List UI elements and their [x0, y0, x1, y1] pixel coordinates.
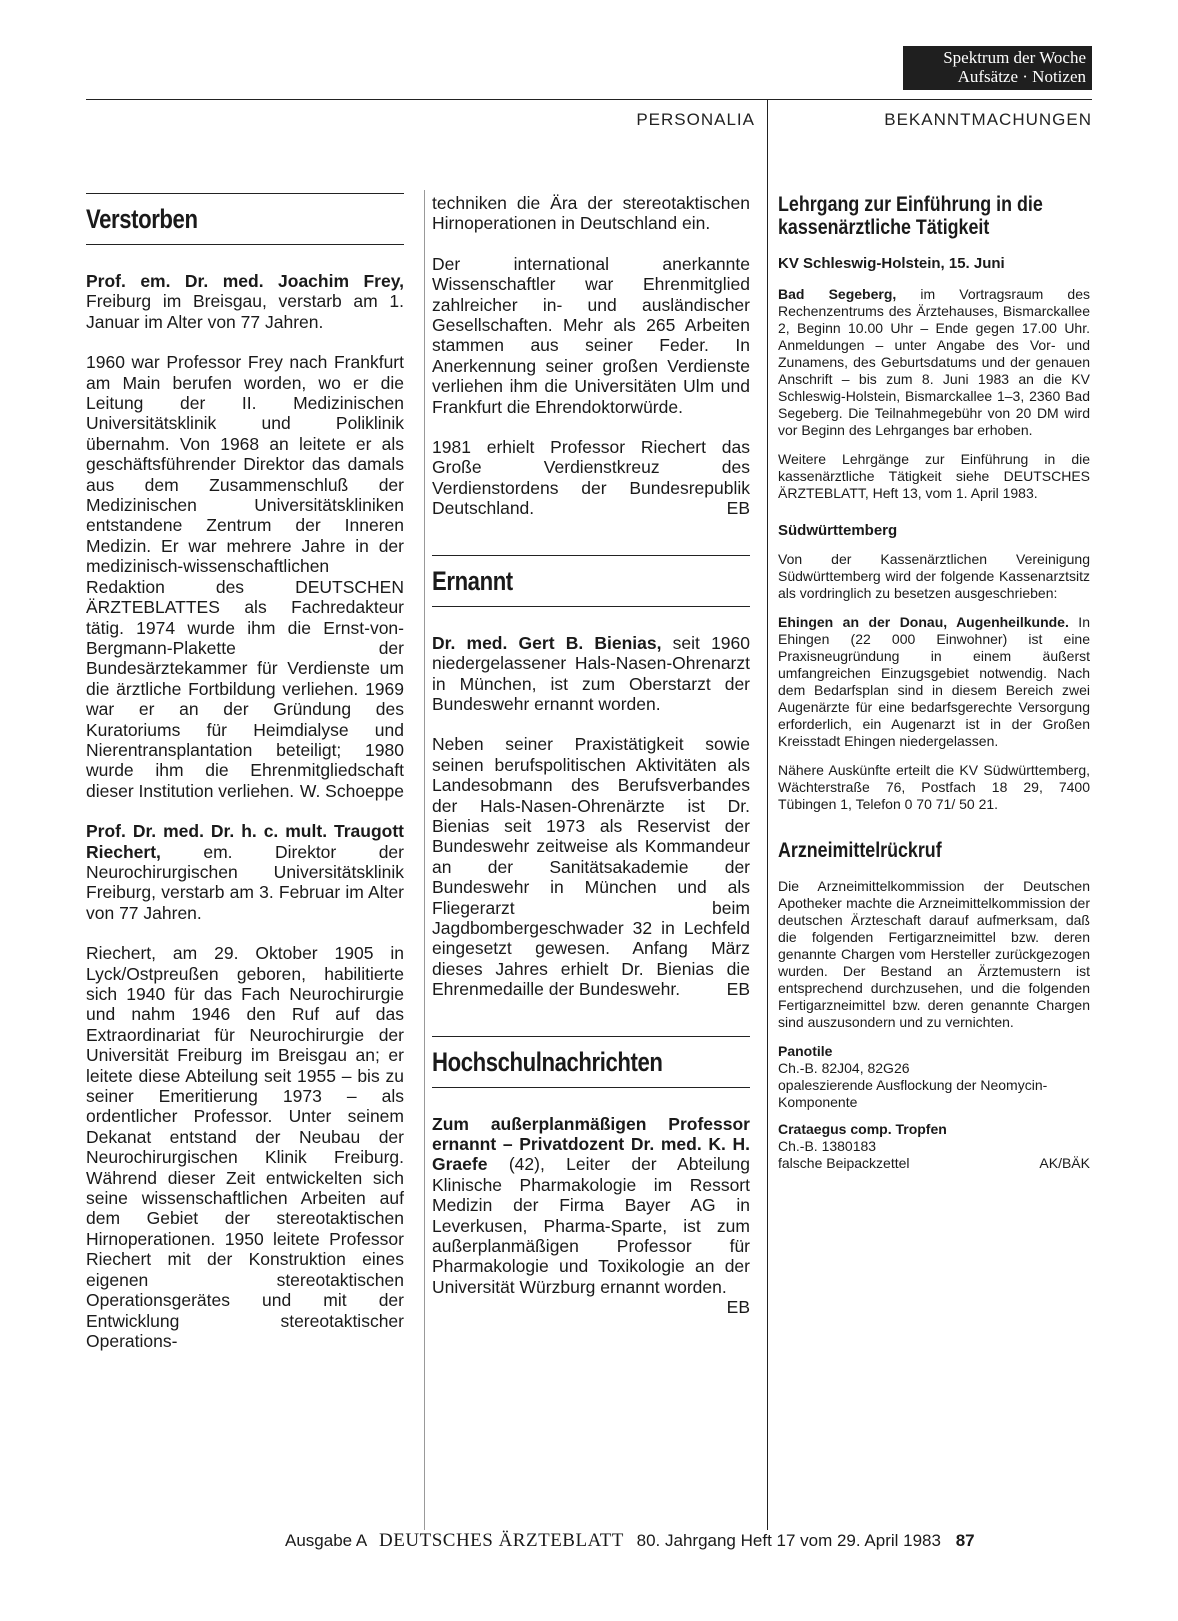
paragraph [432, 1114, 750, 1318]
paragraph [432, 633, 750, 715]
person-name: Dr. med. Gert B. Bienias, [432, 632, 662, 653]
person-name: Prof. Dr. med. Dr. h. c. mult. Traugott Riechert, [86, 821, 404, 862]
paragraph: Der international anerkannte Wissenschaftler war Ehrenmitglied zahlreicher in- und ausländischer Gesellschaften. Mehr als 265 Arbeiten stammen aus seiner Feder. In Anerkennung seiner großen Verdienste verliehen ihm die Universitäten Ulm und Frankfurt die Ehrendoktorwürde. [432, 253, 750, 417]
person-name: Prof. em. Dr. med. Joachim Frey, [86, 271, 404, 291]
paragraph [778, 286, 1090, 439]
paragraph-text: (42), Leiter der Abteilung Klinische Pharmakologie im Ressort Medizin der Firma Bayer AG in Leverkusen, Pharma-Sparte, ist zum außerplanmäßigen Professor für Pharmakologie und Toxikologie an der Universität Würzburg ernannt worden. [432, 1154, 750, 1297]
paragraph: Von der Kassenärztlichen Vereinigung Südwürttemberg wird der folgende Kassenarztsitz als vordringlich zu besetzen ausgeschrieben: [778, 551, 1090, 601]
signature: W. Schoeppe [299, 780, 404, 801]
paragraph-text: Freiburg im Breisgau, verstarb am 1. Januar im Alter von 77 Jahren. [86, 291, 404, 332]
paragraph [86, 271, 404, 332]
column-3 [778, 193, 1090, 1182]
paragraph-text: im Vortragsraum des Rechenzentrums des Ärztehauses, Bismarckallee 2, Beginn 10.00 Uhr – Ende gegen 17.00 Uhr. Anmeldungen – unter Angabe des Vor- und Zunamens, des Geburtsdatums und der genauen Anschrift – bis zum 8. Juni 1983 an die KV Schleswig-Holstein, Bismarckallee 1–3, 2360 Bad Segeberg. Die Teilnahmegebühr von 20 DM wird vor Beginn des Lehrganges bar erhoben. [778, 286, 1090, 438]
drug-batch: Ch.-B. 82J04, 82G26 [778, 1060, 910, 1076]
signature: EB [726, 1297, 750, 1318]
title-arzneimittelrueckruf: Arzneimittelrückruf [778, 839, 942, 862]
signature: EB [726, 498, 750, 519]
paragraph [778, 614, 1090, 750]
paragraph: Nähere Auskünfte erteilt die KV Südwürttemberg, Wächterstraße 76, Postfach 18 29, 7400 Tübingen 1, Telefon 0 70 71/ 50 21. [778, 762, 1090, 812]
section-rule [432, 606, 750, 607]
column-1 [86, 193, 404, 1371]
drug-name: Crataegus comp. Tropfen [778, 1121, 947, 1137]
subheading-suedwuerttemberg: Südwürttemberg [778, 522, 898, 539]
section-title-hochschulnachrichten: Hochschulnachrichten [432, 1046, 663, 1077]
section-rule [86, 193, 404, 194]
paragraph [86, 821, 404, 923]
place-name: Bad Segeberg, [778, 286, 897, 302]
signature: EB [726, 979, 750, 1000]
rubric-bekanntmachungen: BEKANNTMACHUNGEN [884, 110, 1092, 129]
paragraph-text: 1981 erhielt Professor Riechert das Große Verdienstkreuz des Verdienstordens der Bundesrepublik Deutschland. [432, 437, 750, 519]
section-title-ernannt: Ernannt [432, 565, 513, 596]
edition: Ausgabe A [285, 1531, 367, 1550]
issue-info: 80. Jahrgang Heft 17 vom 29. April 1983 [636, 1531, 941, 1550]
paragraph-text: seit 1960 niedergelassener Hals-Nasen-Ohrenarzt in München, ist zum Oberstarzt der Bundeswehr ernannt worden. [432, 632, 750, 714]
drug-item [778, 1121, 1090, 1172]
section-title-verstorben: Verstorben [86, 204, 198, 234]
paragraph [86, 352, 404, 801]
place-name: Ehingen an der Donau, Augenheilkunde. [778, 614, 1069, 630]
section-rule [432, 1087, 750, 1088]
rubric-personalia: PERSONALIA [636, 110, 755, 129]
paragraph: techniken die Ära der stereotaktischen Hirnoperationen in Deutschland ein. [432, 193, 750, 234]
title-lehrgang: Lehrgang zur Einführung in die kassenärztliche Tätigkeit [778, 193, 1043, 239]
drug-reason: opaleszierende Ausflockung der Neomycin-Komponente [778, 1077, 1048, 1110]
badge-line-1: Spektrum der Woche [943, 48, 1086, 67]
badge-line-2: Aufsätze · Notizen [957, 67, 1086, 86]
section-rule [86, 244, 404, 245]
drug-reason [778, 1155, 1090, 1172]
journal-name: DEUTSCHES ÄRZTEBLATT [379, 1530, 624, 1551]
paragraph-text: In Ehingen (22 000 Einwohner) ist eine Praxisneugründung in einem äußerst umfangreichen Einzugsgebiet notwendig. Nach dem Bedarfsplan sind in diesem Bereich zwei Augenärzte für eine bedarfsgerechte Versorgung erforderlich, ein Augenarzt ist in der Großen Kreisstadt Ehingen niedergelassen. [778, 614, 1090, 749]
paragraph-text: em. Direktor der Neurochirurgischen Universitätsklinik Freiburg, verstarb am 3. Februar im Alter von 77 Jahren. [86, 841, 404, 923]
paragraph: Weitere Lehrgänge zur Einführung in die kassenärztliche Tätigkeit siehe DEUTSCHES ÄRZTEBLATT, Heft 13, vom 1. April 1983. [778, 451, 1090, 501]
announcement-lead: Zum außerplanmäßigen Professor ernannt – Privatdozent Dr. med. K. H. Graefe [432, 1113, 750, 1175]
drug-reason-text: falsche Beipackzettel [778, 1155, 910, 1171]
column-2 [432, 193, 750, 1338]
section-badge [903, 46, 1092, 90]
top-rule [86, 99, 1092, 100]
drug-batch: Ch.-B. 1380183 [778, 1138, 877, 1154]
subheading-text: KV Schleswig-Holstein, 15. Juni [778, 255, 1005, 272]
signature: AK/BÄK [1039, 1155, 1090, 1171]
paragraph [432, 437, 750, 519]
page-footer [285, 1530, 1092, 1558]
column-divider [767, 99, 768, 1530]
column-divider-thin [424, 190, 425, 1530]
paragraph: Die Arzneimittelkommission der Deutschen Apotheker machte die Arzneimittelkommission der deutschen Ärzteschaft darauf aufmerksam, daß die folgenden Fertigarzneimittel bzw. deren genannte Chargen vom Hersteller zurückgezogen wurden. Der Bestand an Ärztemustern ist entsprechend durchzusehen, und die folgenden Fertigarzneimittel bzw. deren genannte Chargen sind auszusondern und zu vernichten. [778, 878, 1090, 1030]
paragraph: Riechert, am 29. Oktober 1905 in Lyck/Ostpreußen geboren, habilitierte sich 1940 für das Fach Neurochirurgie und nahm 1946 den Ruf auf das Extraordinariat für Neurochirurgie der Universität Freiburg im Breisgau an; er leitete diese Abteilung seit 1955 – bis zu seiner Emeritierung 1973 – als ordentlicher Professor. Unter seinem Dekanat entstand der Neubau der Neurochirurgischen Klinik Freiburg. Während dieser Zeit entwickelten sich seine wissenschaftlichen Arbeiten auf dem Gebiet der stereotaktischen Hirnoperationen. 1950 leitete Professor Riechert mit der Konstruktion eines eigenen stereotaktischen Operationsgerätes und mit der Entwicklung stereotaktischer Operations- [86, 943, 404, 1351]
subheading [778, 255, 1090, 272]
section-rule [432, 1036, 750, 1037]
drug-name: Panotile [778, 1043, 833, 1059]
paragraph [432, 734, 750, 999]
paragraph-text: 1960 war Professor Frey nach Frankfurt am Main berufen worden, wo er die Leitung der II. Medizinischen Universitätsklinik und Poliklinik übernahm. Von 1968 an leitete er als geschäftsführender Direktor das damals aus dem Zusammenschluß der Medizinischen Universitätskliniken entstandene Zentrum der Inneren Medizin. Er war mehrere Jahre in der medizinisch-wissenschaftlichen Redaktion des DEUTSCHEN ÄRZTEBLATTES als Fachredakteur tätig. 1974 wurde ihm die Ernst-von-Bergmann-Plakette der Bundesärztekammer für Verdienste um die ärztliche Fortbildung verliehen. 1969 war er an der Gründung des Kuratoriums für Heimdialyse und Nierentransplantation beteiligt; 1980 wurde ihm die Ehrenmitgliedschaft dieser Institution verliehen. [86, 352, 404, 801]
section-rule [432, 555, 750, 556]
page-number: 87 [955, 1531, 975, 1550]
paragraph-text: Neben seiner Praxistätigkeit sowie seinen berufspolitischen Aktivitäten als Landesobmann des Berufsverbandes der Hals-Nasen-Ohrenärzte ist Dr. Bienias seit 1973 als Reservist der Bundeswehr zeitweise als Kommandeur an der Sanitätsakademie der Bundeswehr in München und als Fliegerarzt beim Jagdbombergeschwader 32 in Lechfeld eingesetzt gewesen. Anfang März dieses Jahres erhielt Dr. Bienias die Ehrenmedaille der Bundeswehr. [432, 734, 750, 1000]
drug-item [778, 1043, 1090, 1111]
